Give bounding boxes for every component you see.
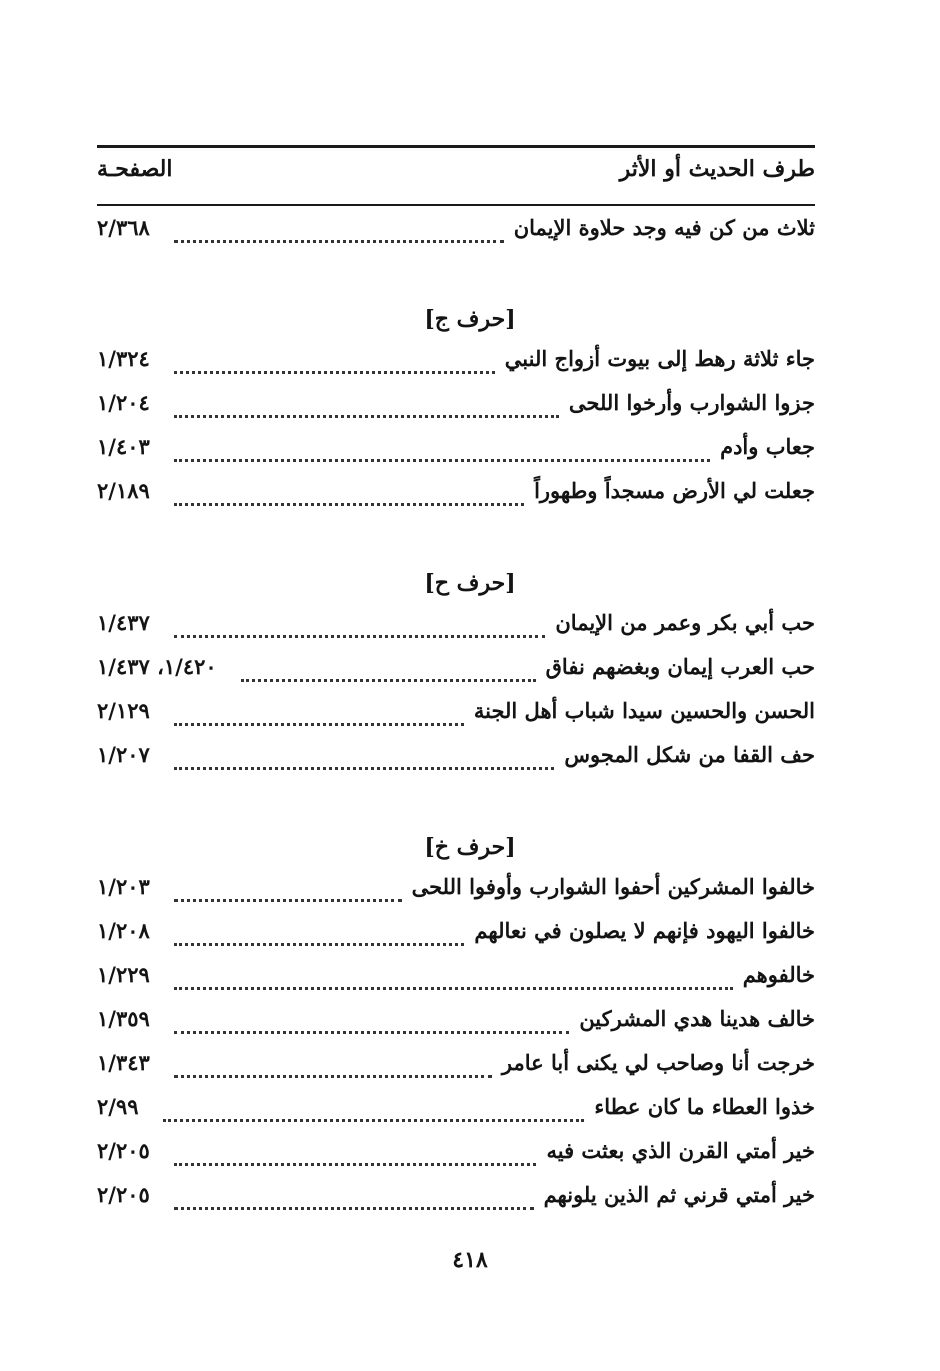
entry-page-ref: ٢/١٨٩	[97, 478, 150, 503]
leader-dots	[163, 1119, 585, 1122]
index-entry	[97, 742, 815, 782]
index-entry	[97, 962, 815, 1002]
entry-page-ref: ١/٢٢٩	[97, 962, 150, 987]
entry-text: خذوا العطاء ما كان عطاء	[594, 1094, 815, 1119]
entry-text: حب العرب إيمان وبغضهم نفاق	[545, 654, 815, 679]
header-rule	[97, 204, 815, 206]
entry-text: خرجت أنا وصاحب لي يكنى أبا عامر	[501, 1050, 815, 1075]
index-entry	[97, 1006, 815, 1046]
index-entry	[97, 478, 815, 518]
entry-text: خير أمتي القرن الذي بعثت فيه	[546, 1138, 815, 1163]
entry-text: جعاب وأدم	[720, 434, 815, 459]
leader-dots	[174, 503, 524, 506]
index-entry	[97, 698, 815, 738]
index-entry	[97, 1094, 815, 1134]
entry-text: خير أمتي قرني ثم الذين يلونهم	[543, 1182, 815, 1207]
leader-dots	[174, 459, 710, 462]
section-heading-ha: [حرف ح]	[424, 570, 516, 596]
leader-dots	[174, 415, 559, 418]
index-entry	[97, 215, 815, 255]
entry-text: حب أبي بكر وعمر من الإيمان	[555, 610, 815, 635]
leader-dots	[174, 767, 555, 770]
page-number: ٤١٨	[452, 1247, 488, 1273]
index-entry	[97, 874, 815, 914]
index-entry	[97, 654, 815, 694]
leader-dots	[174, 723, 464, 726]
entry-page-ref: ١/٣٥٩	[97, 1006, 150, 1031]
index-entry	[97, 1182, 815, 1222]
entry-text: ثلاث من كن فيه وجد حلاوة الإيمان	[513, 215, 815, 240]
index-entry	[97, 390, 815, 430]
entry-page-ref: ١/٣٢٤	[97, 346, 150, 371]
entry-page-ref: ٢/١٢٩	[97, 698, 150, 723]
entry-page-ref: ١/٤٣٧	[97, 610, 150, 635]
leader-dots	[174, 635, 546, 638]
entry-text: خالفوهم	[742, 962, 815, 987]
section-heading-kha: [حرف خ]	[424, 834, 516, 860]
entry-page-ref: ١/٢٠٨	[97, 918, 150, 943]
leader-dots	[174, 899, 402, 902]
entry-page-ref: ١/٢٠٤	[97, 390, 150, 415]
leader-dots	[174, 1075, 492, 1078]
entry-text: خالف هدينا هدي المشركين	[579, 1006, 815, 1031]
leader-dots	[174, 240, 504, 243]
entry-page-ref: ٢/٢٠٥	[97, 1182, 150, 1207]
entry-page-ref: ١/٤٢٠، ١/٤٣٧	[97, 654, 217, 679]
index-entry	[97, 346, 815, 386]
entry-text: خالفوا اليهود فإنهم لا يصلون في نعالهم	[474, 918, 815, 943]
entry-page-ref: ٢/٣٦٨	[97, 215, 150, 240]
index-entry	[97, 434, 815, 474]
entry-page-ref: ١/٤٠٣	[97, 434, 150, 459]
leader-dots	[174, 987, 733, 990]
section-heading-jim: [حرف ج]	[424, 306, 516, 332]
entry-page-ref: ١/٢٠٣	[97, 874, 150, 899]
index-entry	[97, 610, 815, 650]
leader-dots	[174, 943, 465, 946]
entry-text: جزوا الشوارب وأرخوا اللحى	[568, 390, 815, 415]
index-entry	[97, 1050, 815, 1090]
entry-text: حف القفا من شكل المجوس	[564, 742, 815, 767]
entry-page-ref: ١/٣٤٣	[97, 1050, 150, 1075]
entry-text: جاء ثلاثة رهط إلى بيوت أزواج النبي	[504, 346, 815, 371]
entry-page-ref: ٢/٩٩	[97, 1094, 139, 1119]
entry-text: الحسن والحسين سيدا شباب أهل الجنة	[473, 698, 815, 723]
entry-text: جعلت لي الأرض مسجداً وطهوراً	[534, 478, 815, 503]
index-entry	[97, 1138, 815, 1178]
leader-dots	[241, 679, 536, 682]
leader-dots	[174, 371, 495, 374]
entry-page-ref: ٢/٢٠٥	[97, 1138, 150, 1163]
leader-dots	[174, 1207, 534, 1210]
leader-dots	[174, 1031, 570, 1034]
entry-page-ref: ١/٢٠٧	[97, 742, 150, 767]
top-rule	[97, 145, 815, 148]
column-header-hadith: طرف الحديث أو الأثر	[619, 156, 815, 182]
leader-dots	[174, 1163, 537, 1166]
entry-text: خالفوا المشركين أحفوا الشوارب وأوفوا اللحى	[411, 874, 815, 899]
column-header-page: الصفحـة	[97, 156, 173, 182]
index-entry	[97, 918, 815, 958]
